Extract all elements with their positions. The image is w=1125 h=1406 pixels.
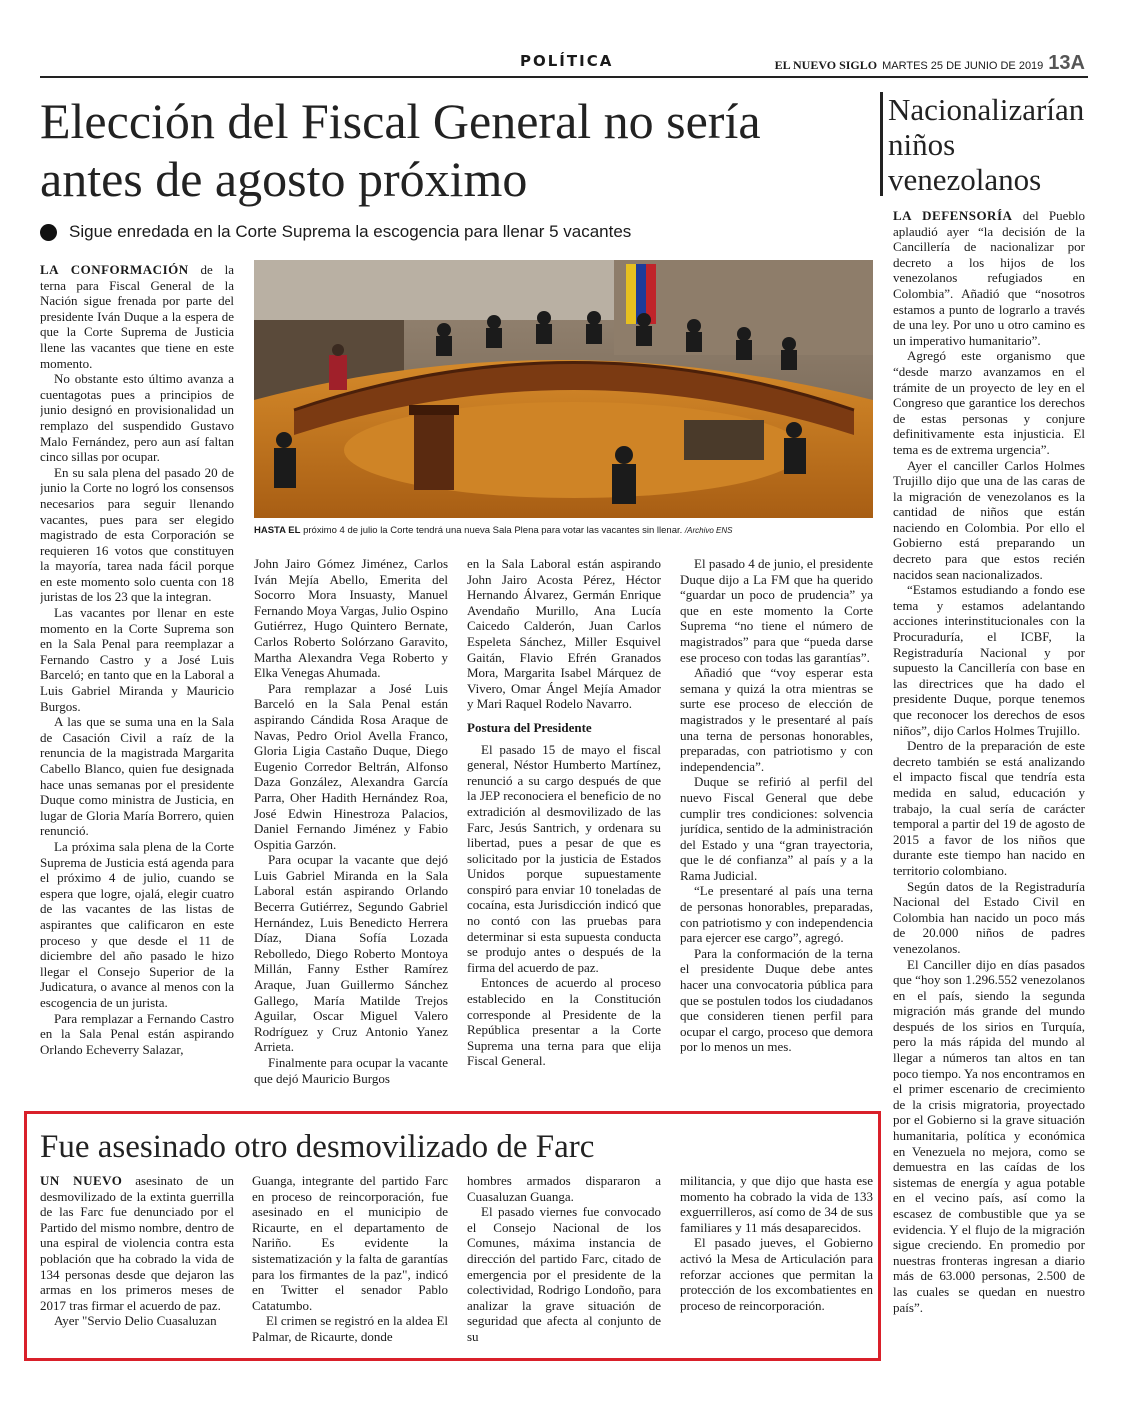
paragraph: El pasado 15 de mayo el fiscal general, Néstor Humberto Martínez, renunció a su cargo después de que la JEP reconociera el beneficio de no extradición al desmovilizado de las Farc, Jesús Santrich, y ordenara su libertad, pues a pesar de que es solicitado por la justicia de Estados Unidos porque supuestamente conspiró para enviar 10 toneladas de cocaína, esta Jurisdicción indicó que no contó con las pruebas para determinar si esta supuesta conducta se produjo antes o después de la firma del acuerdo de paz. (467, 741, 661, 975)
paragraph: Añadió que “voy esperar esta semana y quizá la otra mientras se surte ese proceso de elección de magistrados y le presentaré al país una terna de personas honorables, preparadas, con patriotismo y con independencia”. (680, 665, 873, 774)
caption-credit: /Archivo ENS (684, 526, 733, 535)
paragraph: hombres armados dispararon a Cuasaluzan Guanga. (467, 1173, 661, 1204)
article-column-2 (254, 556, 448, 1105)
paragraph: Para la conformación de la terna el presidente Duque debe antes hacer una convocatoria pública para que se postulen todos los ciudadanos que consideren tienen perfil para ocupar el cargo, proceso que demora por lo menos un mes. (680, 945, 873, 1055)
sidebar-lead-word: LA DEFENSORÍA (893, 208, 1013, 223)
paragraph: Ayer "Servio Delio Cuasaluzan (54, 1313, 217, 1329)
paragraph: Para ocupar la vacante que dejó Luis Gabriel Miranda en la Sala Laboral están aspirando Orlando Becerra Gutiérrez, Segundo Gabriel Hernández, Luis Benedicto Herrera Díaz, Diana Sofía Lozada Rebolledo, Diego Roberto Montoya Millán, Fanny Esther Ramírez Araque, Juan Guillermo Sánchez Gallego, María Matilde Trejos Aguilar, Oscar Miguel Valero Rodríguez y Cruz Antonio Yanez Arrieta. (254, 852, 448, 1055)
paragraph: “Estamos estudiando a fondo ese tema y estamos adelantando acciones interinstitucionales con la Procuraduría, el ICBF, la Registraduría Nacional y por supuesto la Cancillería con base en las directrices que ha dado el presidente Duque, porque tenemos que reconocer los derechos de esos niños”, dijo Carlos Holmes Trujillo. (893, 582, 1085, 738)
box-lead-word: UN NUEVO (40, 1173, 123, 1188)
paragraph: El pasado 4 de junio, el presidente Duque dijo a La FM que ha querido “guardar un poco de prudencia” ya que en este momento la Corte Suprema “no tiene el número de magistrados” para que “pueda darse ese proceso con todas las garantías”. (680, 556, 873, 665)
article-lead-word: LA CONFORMACIÓN (40, 262, 189, 277)
paragraph: No obstante esto último avanza a cuentagotas pues a principios de junio designó en provisionalidad un remplazo del suspendido Gustavo Malo Fernández, pero aun así faltan cinco sillas por ocupar. (40, 371, 234, 465)
paragraph: en la Sala Laboral están aspirando John Jairo Acosta Pérez, Héctor Hernando Álvarez, Germán Enrique Avendaño Murillo, Ana Lucía Caicedo Calderón, Juan Carlos Espeleta Sánchez, Miller Esquivel Gaitán, Flavio Efrén Granados Mora, Margarita Isabel Márquez de Vivero, Omar Ángel Mejía Amador y Mari Raquel Rodelo Navarro. (467, 556, 661, 712)
sidebar-headline: Nacionalizarían niños venezolanos (888, 92, 1085, 197)
paragraph: Agregó este organismo que “desde marzo avanzamos en el trámite de un proyecto de ley en el Congreso que garantice los derechos de estas personas y conjure definitivamente esta injusticia. El tema es de extrema urgencia”. (893, 348, 1085, 457)
paragraph: Dentro de la preparación de este decreto también se está analizando el impacto fiscal que tendría esta medida en salud, educación y trabajo, la cual sería de carácter temporal a partir del 19 de agosto de 2015 a favor de los niños que durante este tiempo han nacido en territorio colombiano. (893, 738, 1085, 878)
paragraph: El pasado jueves, el Gobierno activó la Mesa de Articulación para reforzar acciones que permitan la protección de los excombatientes en proceso de reincorporación. (680, 1235, 873, 1313)
photo-caption (254, 525, 873, 537)
paragraph: Guanga, integrante del partido Farc en proceso de reincorporación, fue asesinado en el municipio de Ricaurte, en el departamento de Nariño. Es evidente la sistematización y la falta de garantías para los firmantes de la paz", indicó en Twitter el senador Pablo Catatumbo. (252, 1173, 448, 1313)
box-headline: Fue asesinado otro desmovilizado de Farc (40, 1129, 595, 1165)
paragraph: Para remplazar a Fernando Castro en la Sala Penal están aspirando Orlando Echeverry Salazar, (40, 1010, 234, 1057)
paragraph: Para remplazar a José Luis Barceló en la Sala Penal están aspirando Cándida Rosa Araque de Navas, Pedro Oriol Avella Franco, Gloria Ligia Castaño Duque, Diego Eugenio Corredor Beltrán, Alfonso Daza González, Alexandra García Parra, Oher Hadith Hernández Roa, José Edwin Hinestroza Palacios, Daniel Fernando Jiménez y Fabio Ospitia Garzón. (254, 680, 448, 852)
box-column-2 (252, 1173, 448, 1355)
paragraph: de la terna para Fiscal General de la Nación sigue frenada por parte del presidente Iván Duque a la espera de que la Corte Suprema de Justicia llene las vacantes que tiene en este momento. (40, 262, 234, 371)
paragraph: “Le presentaré al país una terna de personas honorables, preparadas, con patriotismo y con independencia para ejercer ese cargo”, agregó. (680, 883, 873, 946)
paragraph: Las vacantes por llenar en este momento en la Corte Suprema son en la Sala Penal para reemplazar a Fernando Castro y a José Luis Barceló; en tanto que en la Laboral a Luis Gabriel Miranda y Mauricio Burgos. (40, 605, 234, 714)
bullet-icon (40, 224, 57, 241)
box-column-1 (40, 1173, 234, 1355)
article-column-4 (680, 556, 873, 1105)
paragraph: militancia, y que dijo que hasta ese momento ha cobrado la vida de 133 exguerrilleros, así como de 34 de sus familiares y 11 más desaparecidos. (680, 1173, 873, 1235)
kicker-text: Sigue enredada en la Corte Suprema la escogencia para llenar 5 vacantes (69, 222, 632, 241)
paragraph: El crimen se registró en la aldea El Palmar, de Ricaurte, donde (252, 1313, 448, 1344)
paragraph: Finalmente para ocupar la vacante que dejó Mauricio Burgos (254, 1055, 448, 1086)
paragraph: del Pueblo aplaudió ayer “la decisión de la Cancillería de nacionalizar por decreto a los hijos de los venezolanos refugiados en Colombia”. Añadió que “nosotros estamos a punto de lograrlo a través de una ley. Por uno u otro camino es un imperativo humanitario”. (893, 208, 1085, 348)
paragraph: Entonces de acuerdo al proceso establecido en la Constitución corresponde al Presidente de la República presentar a la Corte Suprema una terna para que elija Fiscal General. (467, 975, 661, 1069)
box-column-3 (467, 1173, 661, 1355)
paragraph: El pasado viernes fue convocado el Consejo Nacional de los Comunes, máxima instancia de dirección del partido Farc, citado de emergencia por el presidente de la colectividad, Rodrigo Londoño, para analizar la grave situación de seguridad que afecta al conjunto de su (467, 1204, 661, 1344)
subhead-postura: Postura del Presidente (467, 719, 592, 735)
section-label: POLÍTICA (520, 52, 614, 70)
paragraph: Duque se refirió al perfil del nuevo Fiscal General que debe cumplir tres condiciones: solvencia jurídica, sentido de la administración del Estado y una “gran trayectoria, que le dé confianza” al país y a la Rama Judicial. (680, 774, 873, 883)
paragraph: En su sala plena del pasado 20 de junio la Corte no logró los consensos necesarios para seguir llenando vacantes, pues para ser elegido magistrado de esta Corporación se requieren 16 votos que constituyen la mayoría, tarea nada fácil porque en este momento solo cuenta con 18 juristas de los 23 que la integran. (40, 464, 234, 605)
caption-lead: HASTA EL (254, 525, 301, 536)
paragraph: asesinato de un desmovilizado de la extinta guerrilla de las Farc fue denunciado por el Partido del mismo nombre, dentro de una espiral de violencia contra esta población que ha cobrado la vida de 134 personas desde que dejaron las armas en los primeros meses de 2017 tras firmar el acuerdo de paz. (40, 1173, 234, 1313)
main-headline: Elección del Fiscal General no sería antes de agosto próximo (40, 93, 761, 207)
article-column-3 (467, 556, 661, 1105)
paragraph: A las que se suma una en la Sala de Casación Civil a raíz de la renuncia de la magistrada Margarita Cabello Blanco, quien fue designada hace unas semanas por el presidente Duque como ministra de Justicia, en lugar de Gloria María Borrero, quien renunció. (40, 714, 234, 839)
newspaper-name: EL NUEVO SIGLO (774, 58, 878, 72)
paragraph: Ayer el canciller Carlos Holmes Trujillo dijo que una de las caras de la migración de venezolanos es la cantidad de niños que están naciendo en Colombia. Por ello el Gobierno está preparando un decreto para que estos recién nacidos sean nacionalizados. (893, 457, 1085, 582)
paragraph: La próxima sala plena de la Corte Suprema de Justicia está agenda para el próximo 4 de julio, cuando se espera que logre, ojalá, elegir cuatro de las vacantes de las listas de aspirantes que calificaron en este proceso y que desde el 11 de diciembre del año pasado le hizo llegar el Consejo Superior de la Judicatura, o avance al menos con la escogencia de un jurista. (40, 838, 234, 1010)
box-column-4 (680, 1173, 873, 1355)
court-photo (254, 260, 873, 518)
sidebar-rule (880, 92, 883, 196)
paragraph: El Canciller dijo en días pasados que “hoy son 1.296.552 venezolanos en el país, siendo la segunda migración más grande del mundo después de los sirios en Turquía, pero la más rápida del mundo al llegar a números tan altos en tan poco tiempo. Ya nos encontramos en el primer escenario de crecimiento de la crisis migratoria, proyectado por el Gobierno si la grave situación humanitaria, política y económica en Venezuela no mejora, como se demuestra en las caídas de los sistemas de energía y agua potable en el vecino país, así como la escasez de combustible que ya se evidencia. Y el flujo de la migración sigue creciendo. En promedio por nuestras fronteras ingresan a diario más de 63.000 personas, 2.500 de las cuales se quedan en nuestro país”. (893, 956, 1085, 1315)
main-kicker (40, 222, 631, 242)
caption-text: próximo 4 de julio la Corte tendrá una nueva Sala Plena para votar las vacantes sin llenar. (303, 525, 683, 536)
sidebar-article (893, 208, 1085, 1358)
article-column-1 (40, 262, 234, 1105)
page-number: 13A (1048, 52, 1085, 74)
header-rule (40, 76, 1088, 78)
paragraph: Según datos de la Registraduría Nacional del Estado Civil en Colombia han nacido un poco más de 20.000 niños de padres venezolanos. (893, 878, 1085, 956)
paragraph: John Jairo Gómez Jiménez, Carlos Iván Mejía Abello, Emerita del Socorro Mora Insuasty, Manuel Fernando Moya Vargas, Julio Ospino Gutiérrez, Hugo Quintero Bernate, Carlos Roberto Solórzano Garavito, Martha Alexandra Vega Roberto y Elka Venegas Ahumada. (254, 556, 448, 681)
page-header-info (775, 52, 1085, 75)
issue-date: MARTES 25 DE JUNIO DE 2019 (882, 60, 1044, 72)
